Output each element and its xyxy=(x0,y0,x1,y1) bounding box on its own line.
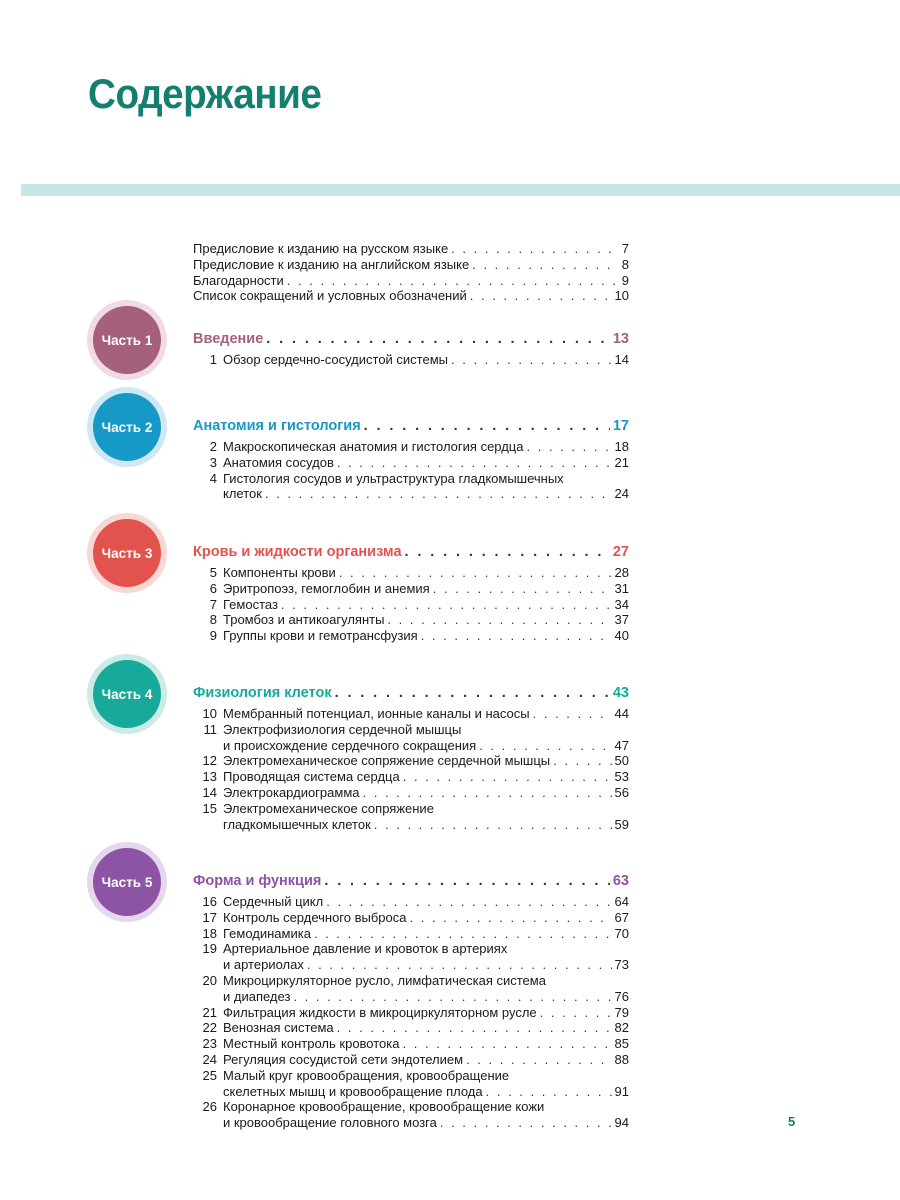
chapter-entry[interactable] xyxy=(193,753,629,769)
dot-leader xyxy=(307,957,612,973)
chapter-entry[interactable] xyxy=(193,1068,629,1084)
chapter-title: Малый круг кровообращения, кровообращение xyxy=(223,1067,510,1083)
chapter-number: 4 xyxy=(209,470,217,486)
chapter-entry[interactable] xyxy=(193,769,629,785)
dot-leader xyxy=(421,628,612,644)
chapter-number: 25 xyxy=(202,1067,217,1083)
dot-leader xyxy=(553,753,611,769)
chapter-entry[interactable] xyxy=(193,565,629,581)
part-1-badge-label: Часть 1 xyxy=(93,306,161,374)
part-heading[interactable] xyxy=(193,329,629,349)
chapter-number: 23 xyxy=(202,1036,217,1052)
chapter-page: 31 xyxy=(614,580,629,596)
chapter-entry[interactable] xyxy=(193,612,629,628)
dot-leader xyxy=(293,989,611,1005)
chapter-number: 1 xyxy=(209,352,217,367)
chapter-entry[interactable] xyxy=(193,597,629,613)
chapter-title: Компоненты крови xyxy=(223,565,336,580)
chapter-number: 2 xyxy=(209,439,217,454)
chapter-page: 56 xyxy=(614,784,629,800)
chapter-entry[interactable] xyxy=(193,1005,629,1021)
chapter-number: 10 xyxy=(202,706,217,721)
chapter-number: 5 xyxy=(209,565,217,580)
chapter-page: 59 xyxy=(614,816,629,832)
chapter-number: 17 xyxy=(202,909,217,925)
dot-leader xyxy=(527,439,612,455)
chapter-page: 40 xyxy=(614,628,629,644)
chapter-page: 82 xyxy=(614,1020,629,1036)
part-4-badge-label: Часть 4 xyxy=(93,660,161,728)
chapter-title: Анатомия сосудов xyxy=(223,454,334,470)
dot-leader xyxy=(410,910,612,926)
part-3-section xyxy=(193,542,629,644)
chapter-entry-continued[interactable] xyxy=(193,1115,629,1131)
chapter-entry-continued[interactable] xyxy=(193,989,629,1005)
chapter-title: Обзор сердечно-сосудистой системы xyxy=(223,352,448,367)
dot-leader xyxy=(339,565,612,581)
front-matter-list xyxy=(193,241,629,304)
dot-leader xyxy=(363,785,612,801)
toc-entry-page: 7 xyxy=(621,241,629,256)
part-5-badge[interactable] xyxy=(87,842,167,922)
chapter-number: 8 xyxy=(209,612,217,628)
chapter-title: Гемостаз xyxy=(223,596,278,612)
dot-leader xyxy=(486,1084,612,1100)
toc-entry-title: Предисловие к изданию на английском языке xyxy=(193,256,470,272)
chapter-title: Коронарное кровообращение, кровообращение кожи xyxy=(223,1099,545,1115)
chapter-number: 15 xyxy=(202,800,217,816)
chapter-entry[interactable] xyxy=(193,801,629,817)
toc-entry-page: 10 xyxy=(614,288,629,304)
chapter-page: 91 xyxy=(614,1083,629,1099)
page-title: Содержание xyxy=(88,70,322,117)
chapter-title: Электромеханическое сопряжение сердечной мышцы xyxy=(223,753,551,769)
chapter-number: 16 xyxy=(202,894,217,909)
part-2-badge-label: Часть 2 xyxy=(93,393,161,461)
chapter-title: и кровообращение головного мозга xyxy=(223,1115,437,1131)
chapter-title: Венозная система xyxy=(223,1020,334,1036)
dot-leader xyxy=(540,1005,612,1021)
chapter-title: Фильтрация жидкости в микроциркуляторном русле xyxy=(223,1004,537,1020)
chapter-page: 47 xyxy=(614,737,629,753)
chapter-page: 53 xyxy=(614,769,629,785)
chapter-page: 14 xyxy=(614,352,629,367)
toc-entry-title: Благодарности xyxy=(193,272,284,288)
dot-leader xyxy=(324,871,610,891)
chapter-entry[interactable] xyxy=(193,722,629,738)
chapter-title: Эритропоэз, гемоглобин и анемия xyxy=(223,580,430,596)
chapter-entry[interactable] xyxy=(193,910,629,926)
dot-leader xyxy=(314,926,612,942)
chapter-number: 11 xyxy=(203,721,217,737)
dot-leader xyxy=(265,486,612,502)
chapter-title: Регуляция сосудистой сети эндотелием xyxy=(223,1051,464,1067)
part-1-section xyxy=(193,329,629,368)
dot-leader xyxy=(479,738,611,754)
chapter-number: 6 xyxy=(209,580,217,596)
chapter-page: 67 xyxy=(614,909,629,925)
chapter-title: скелетных мышц и кровообращение плода xyxy=(223,1083,483,1099)
toc-entry-page: 9 xyxy=(621,272,629,288)
chapter-number: 22 xyxy=(202,1020,217,1036)
chapter-entry[interactable] xyxy=(193,941,629,957)
dot-leader xyxy=(374,817,612,833)
chapter-entry-continued[interactable] xyxy=(193,817,629,833)
chapter-entry[interactable] xyxy=(193,973,629,989)
chapter-number: 21 xyxy=(202,1004,217,1020)
chapter-title: Электрофизиология сердечной мышцы xyxy=(223,721,462,737)
chapter-entry[interactable] xyxy=(193,1020,629,1036)
chapter-number: 13 xyxy=(202,769,217,785)
chapter-page: 85 xyxy=(614,1036,629,1052)
chapter-page: 28 xyxy=(614,565,629,580)
dot-leader xyxy=(287,273,619,289)
chapter-page: 18 xyxy=(614,439,629,454)
dot-leader xyxy=(533,706,612,722)
chapter-title: Электрокардиограмма xyxy=(223,784,360,800)
part-title: Анатомия и гистология xyxy=(193,418,361,434)
chapter-title: и диапедез xyxy=(223,988,291,1004)
chapter-title: гладкомышечных клеток xyxy=(223,816,371,832)
dot-leader xyxy=(403,769,612,785)
chapter-page: 50 xyxy=(614,753,629,769)
chapter-entry[interactable] xyxy=(193,894,629,910)
dot-leader xyxy=(335,683,610,703)
chapter-title: Микроциркуляторное русло, лимфатическая система xyxy=(223,972,546,988)
chapter-page: 73 xyxy=(614,957,629,973)
dot-leader xyxy=(403,1036,612,1052)
dot-leader xyxy=(472,257,619,273)
chapter-title: Макроскопическая анатомия и гистология сердца xyxy=(223,439,524,454)
part-heading[interactable] xyxy=(193,542,629,562)
chapter-entry[interactable] xyxy=(193,926,629,942)
chapter-number: 3 xyxy=(209,454,217,470)
chapter-title: Электромеханическое сопряжение xyxy=(223,800,434,816)
chapter-entry[interactable] xyxy=(193,455,629,471)
part-page: 43 xyxy=(612,685,629,701)
chapter-number: 7 xyxy=(209,596,217,612)
dot-leader xyxy=(364,416,610,436)
dot-leader xyxy=(433,581,612,597)
part-5-section xyxy=(193,871,629,1131)
toc-entry[interactable] xyxy=(193,288,629,304)
dot-leader xyxy=(440,1115,612,1131)
part-page: 63 xyxy=(612,873,629,889)
chapter-title: клеток xyxy=(223,486,262,502)
part-title: Форма и функция xyxy=(193,873,322,889)
chapter-number: 20 xyxy=(202,972,217,988)
chapter-title: Гемодинамика xyxy=(223,925,311,941)
chapter-entry[interactable] xyxy=(193,439,629,455)
dot-leader xyxy=(405,542,610,562)
page-number: 5 xyxy=(788,1114,796,1129)
chapter-page: 79 xyxy=(614,1004,629,1020)
part-3-badge-label: Часть 3 xyxy=(93,519,161,587)
chapter-title: и происхождение сердечного сокращения xyxy=(223,737,477,753)
toc-entry[interactable] xyxy=(193,241,629,257)
chapter-number: 12 xyxy=(202,753,217,769)
chapter-entry[interactable] xyxy=(193,581,629,597)
chapter-page: 76 xyxy=(614,988,629,1004)
toc-entry-title: Предисловие к изданию на русском языке xyxy=(193,241,449,256)
dot-leader xyxy=(451,241,619,257)
chapter-page: 34 xyxy=(614,596,629,612)
chapter-entry[interactable] xyxy=(193,785,629,801)
chapter-title: и артериолах xyxy=(223,957,304,973)
toc-entry[interactable] xyxy=(193,273,629,289)
chapter-entry[interactable] xyxy=(193,1099,629,1115)
chapter-title: Гистология сосудов и ультраструктура гладкомышечных xyxy=(223,470,564,486)
chapter-title: Артериальное давление и кровоток в артериях xyxy=(223,941,508,957)
chapter-number: 18 xyxy=(202,925,217,941)
dot-leader xyxy=(266,329,610,349)
part-title: Введение xyxy=(193,331,264,347)
chapter-number: 9 xyxy=(209,628,217,644)
dot-leader xyxy=(337,455,612,471)
part-heading[interactable] xyxy=(193,416,629,436)
part-2-section xyxy=(193,416,629,502)
chapter-entry[interactable] xyxy=(193,706,629,722)
chapter-number: 19 xyxy=(202,941,217,957)
dot-leader xyxy=(466,1052,611,1068)
part-page: 13 xyxy=(612,331,629,347)
chapter-entry[interactable] xyxy=(193,1036,629,1052)
toc-entry[interactable] xyxy=(193,257,629,273)
chapter-entry-continued[interactable] xyxy=(193,1084,629,1100)
chapter-number: 26 xyxy=(202,1099,217,1115)
part-4-badge[interactable] xyxy=(87,654,167,734)
chapter-page: 70 xyxy=(614,925,629,941)
part-heading[interactable] xyxy=(193,871,629,891)
chapter-title: Местный контроль кровотока xyxy=(223,1036,400,1052)
toc-entry-page: 8 xyxy=(621,256,629,272)
part-2-badge[interactable] xyxy=(87,387,167,467)
chapter-number: 24 xyxy=(202,1051,217,1067)
header-divider-band xyxy=(21,184,900,196)
chapter-page: 21 xyxy=(614,454,629,470)
chapter-page: 44 xyxy=(614,706,629,721)
chapter-entry[interactable] xyxy=(193,352,629,368)
chapter-entry-continued[interactable] xyxy=(193,738,629,754)
chapter-title: Контроль сердечного выброса xyxy=(223,909,407,925)
dot-leader xyxy=(337,1020,612,1036)
chapter-page: 88 xyxy=(614,1051,629,1067)
part-5-badge-label: Часть 5 xyxy=(93,848,161,916)
part-page: 27 xyxy=(612,544,629,560)
toc-entry-title: Список сокращений и условных обозначений xyxy=(193,288,467,304)
dot-leader xyxy=(470,288,612,304)
chapter-number: 14 xyxy=(202,784,217,800)
part-heading[interactable] xyxy=(193,683,629,703)
dot-leader xyxy=(387,612,611,628)
chapter-title: Проводящая система сердца xyxy=(223,769,400,785)
chapter-entry[interactable] xyxy=(193,471,629,487)
chapter-entry-continued[interactable] xyxy=(193,957,629,973)
dot-leader xyxy=(326,894,611,910)
part-title: Физиология клеток xyxy=(193,685,332,701)
chapter-title: Сердечный цикл xyxy=(223,894,324,909)
part-page: 17 xyxy=(612,418,629,434)
part-3-badge[interactable] xyxy=(87,513,167,593)
chapter-entry[interactable] xyxy=(193,628,629,644)
chapter-page: 37 xyxy=(614,612,629,628)
dot-leader xyxy=(281,597,612,613)
part-4-section xyxy=(193,683,629,832)
part-title: Кровь и жидкости организма xyxy=(193,544,402,560)
chapter-page: 64 xyxy=(614,894,629,909)
part-1-badge[interactable] xyxy=(87,300,167,380)
chapter-title: Мембранный потенциал, ионные каналы и насосы xyxy=(223,706,530,721)
chapter-title: Тромбоз и антикоагулянты xyxy=(223,612,385,628)
chapter-page: 24 xyxy=(614,486,629,502)
chapter-entry[interactable] xyxy=(193,1052,629,1068)
chapter-page: 94 xyxy=(614,1115,629,1131)
dot-leader xyxy=(451,352,612,368)
chapter-title: Группы крови и гемотрансфузия xyxy=(223,628,418,644)
chapter-entry-continued[interactable] xyxy=(193,486,629,502)
